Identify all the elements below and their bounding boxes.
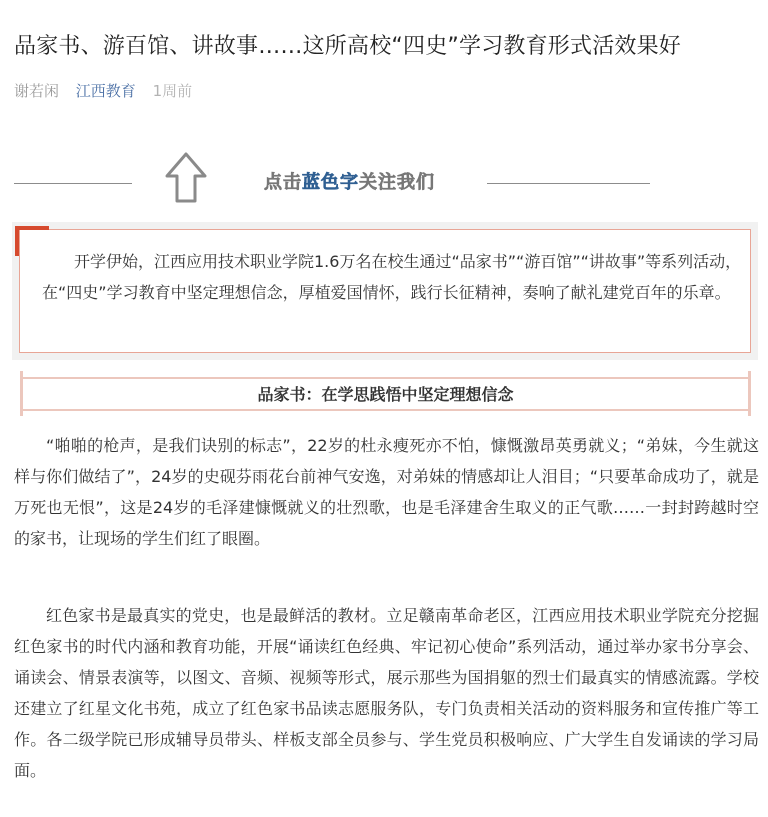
article-title: 品家书、游百馆、讲故事……这所高校“四史”学习教育形式活效果好 [14,34,681,59]
intro-corner-accent [15,226,49,230]
section-frame-top [23,377,748,379]
body-paragraph: “啪啪的枪声，是我们诀别的标志”，22岁的杜永瘦死亦不怕，慷慨激昂英勇就义；“弟妹，今生就这样与你们做结了”，24岁的史砚芬雨花台前神气安逸，对弟妹的情感却让人泪目；“只要革命成功了，就是万死也无恨”，这是24岁的毛泽建慷慨就义的壮烈歌，也是毛泽建舍生取义的正气歌……一封封跨越时空的家书，让现场的学生们红了眼圈。 [14,436,759,548]
publish-time: 1周前 [152,82,193,100]
body-paragraph: 红色家书是最真实的党史，也是最鲜活的教材。立足赣南革命老区，江西应用技术职业学院充分挖掘红色家书的时代内涵和教育功能，开展“诵读红色经典、牢记初心使命”系列活动，通过举办家书分享会、诵读会、情景表演等，以图文、音频、视频等形式，展示那些为国捐躯的烈士们最真实的情感流露。学校还建立了红星文化书苑，成立了红色家书品读志愿服务队，专门负责相关活动的资料服务和宣传推广等工作。各二级学院已形成辅导员带头、样板支部全员参与、学生党员积极响应、广大学生自发诵读的学习局面。 [14,606,759,780]
follow-banner [14,150,650,204]
intro-text: 开学伊始，江西应用技术职业学院1.6万名在校生通过“品家书”“游百馆”“讲故事”等系列活动，在“四史”学习教育中坚定理想信念，厚植爱国情怀，践行长征精神，奏响了献礼建党百年的乐章。 [42,252,742,302]
up-arrow-icon [164,152,208,204]
section-frame-bottom [23,409,748,411]
divider-line-right [487,183,650,184]
follow-us-text [264,168,435,194]
follow-prefix: 点击 [264,172,302,193]
follow-suffix: 关注我们 [359,172,435,193]
divider-line-left [14,183,132,184]
section-title: 品家书：在学思践悟中坚定理想信念 [257,385,514,404]
article-author: 谢若闲 [14,82,60,100]
account-name-link[interactable]: 江西教育 [75,82,136,100]
follow-highlight: 蓝色字 [302,172,359,193]
article-meta [14,80,192,102]
intro-corner-accent [15,226,19,256]
section-header [20,371,751,416]
